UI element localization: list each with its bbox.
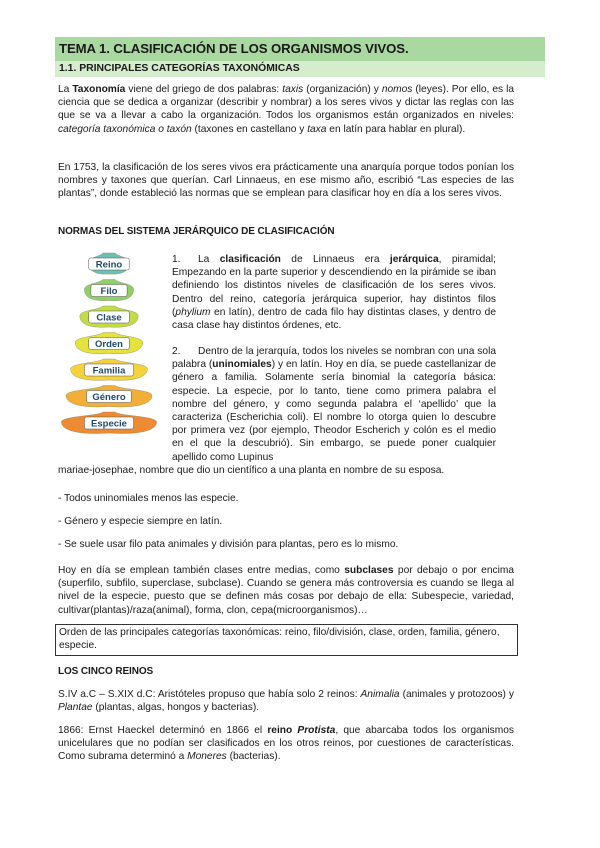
- paragraph-haeckel: 1866: Ernst Haeckel determinó en 1866 el reino Protista, que abarcaba todos los organismos unicelulares que no podían ser clasificados en los otros reinos, por cuestiones de características. Como subrama determinó a Moneres (bacterias).: [58, 725, 514, 763]
- list-item-1: 1. La clasificación de Linnaeus era jerárquica, piramidal; Empezando en la parte superior y descendiendo en la pirámide se iban definiendo los distintos niveles de clasificación de los seres vivos. Dentro del reino, categoría jerárquica superior, hay distintos filos (phylium en latín), dentro de cada filo hay distintas clases, y dentro de casa clase hay distintos órdenes, etc.: [172, 254, 497, 332]
- pyramid-label-orden: Orden: [95, 338, 123, 350]
- paragraph-subclases: Hoy en día se emplean también clases entre medias, como subclases por debajo o por encima (superfilo, subfilo, superclase, subclase). Cuando se genera más controversia es cuando se llega al nivel de la especie, puesto que se definen más cosas por debajo de ella: Subespecie, variedad, cultivar(plantas)/raza(animal), forma, clon, cepa(microorganismos)…: [58, 565, 514, 616]
- bullet-2: - Género y especie siempre en latín.: [58, 516, 223, 527]
- section-subtitle: 1.1. PRINCIPALES CATEGORÍAS TAXONÓMICAS: [55, 61, 545, 77]
- list-item-2-continued: mariae-josephae, nombre que dio un científico a una planta en nombre de su esposa.: [58, 465, 445, 476]
- pyramid-label-familia: Familia: [92, 365, 126, 377]
- paragraph-aristoteles: S.IV a.C – S.XIX d.C: Aristóteles propuso que había solo 2 reinos: Animalia (animales y protozoos) y Plantae (plantas, algas, hongos y bacterias).: [58, 689, 514, 714]
- pyramid-label-especie: Especie: [91, 418, 127, 430]
- page-title: TEMA 1. CLASIFICACIÓN DE LOS ORGANISMOS VIVOS.: [55, 37, 545, 61]
- intro-paragraph-1: La Taxonomía viene del griego de dos palabras: taxis (organización) y nomos (leyes). Por ello, es la ciencia que se dedica a organizar (describir y nombrar) a los seres vivos y dictar las reglas con las que se va a llevar a cabo la organización. Todos los organismos están organizados en niveles: categoría taxonómica o taxón (taxones en castellano y taxa en latín para hablar en plural).: [58, 84, 514, 135]
- pyramid-label-género: Género: [92, 391, 126, 403]
- bullet-3: - Se suele usar filo pata animales y división para plantas, pero es lo mismo.: [58, 539, 399, 550]
- bullet-1: - Todos uninomiales menos las especie.: [58, 493, 239, 504]
- pyramid-label-filo: Filo: [100, 285, 118, 297]
- pyramid-label-reino: Reino: [95, 259, 123, 271]
- section-heading-cinco-reinos: LOS CINCO REINOS: [58, 666, 154, 677]
- section-heading-normas: NORMAS DEL SISTEMA JERÁRQUICO DE CLASIFICACIÓN: [58, 226, 335, 237]
- summary-box: Orden de las principales categorías taxonómicas: reino, filo/división, clase, orden, familia, género, especie.: [55, 624, 518, 656]
- taxonomy-pyramid-figure: [55, 249, 163, 449]
- list-item-2: 2. Dentro de la jerarquía, todos los niveles se nombran con una sola palabra (uninomiales) y en latín. Hoy en día, se puede castellanizar de género a familia. Solamente sería binomial la categoría básica: especie. La especie, por lo tanto, tiene como primera palabra el nombre del género, y como segunda palabra el ‘apellido’ que la caracteriza (Escherichia coli). El nombre lo otorga quien lo descubre por primera vez (por ejemplo, Theodor Escherich y colón es el medio en el que la descubrió). Sin embargo, se puede poner cualquier apellido como Lupinus: [172, 346, 496, 463]
- pyramid-label-clase: Clase: [96, 312, 122, 324]
- intro-paragraph-2: En 1753, la clasificación de los seres vivos era prácticamente una anarquía porque todos ponían los nombres y taxones que querían. Carl Linnaeus, en ese mismo año, escribió “Las especies de las plantas”, donde estableció las normas que se emplean para clasificar hoy en día a los seres vivos.: [58, 162, 514, 200]
